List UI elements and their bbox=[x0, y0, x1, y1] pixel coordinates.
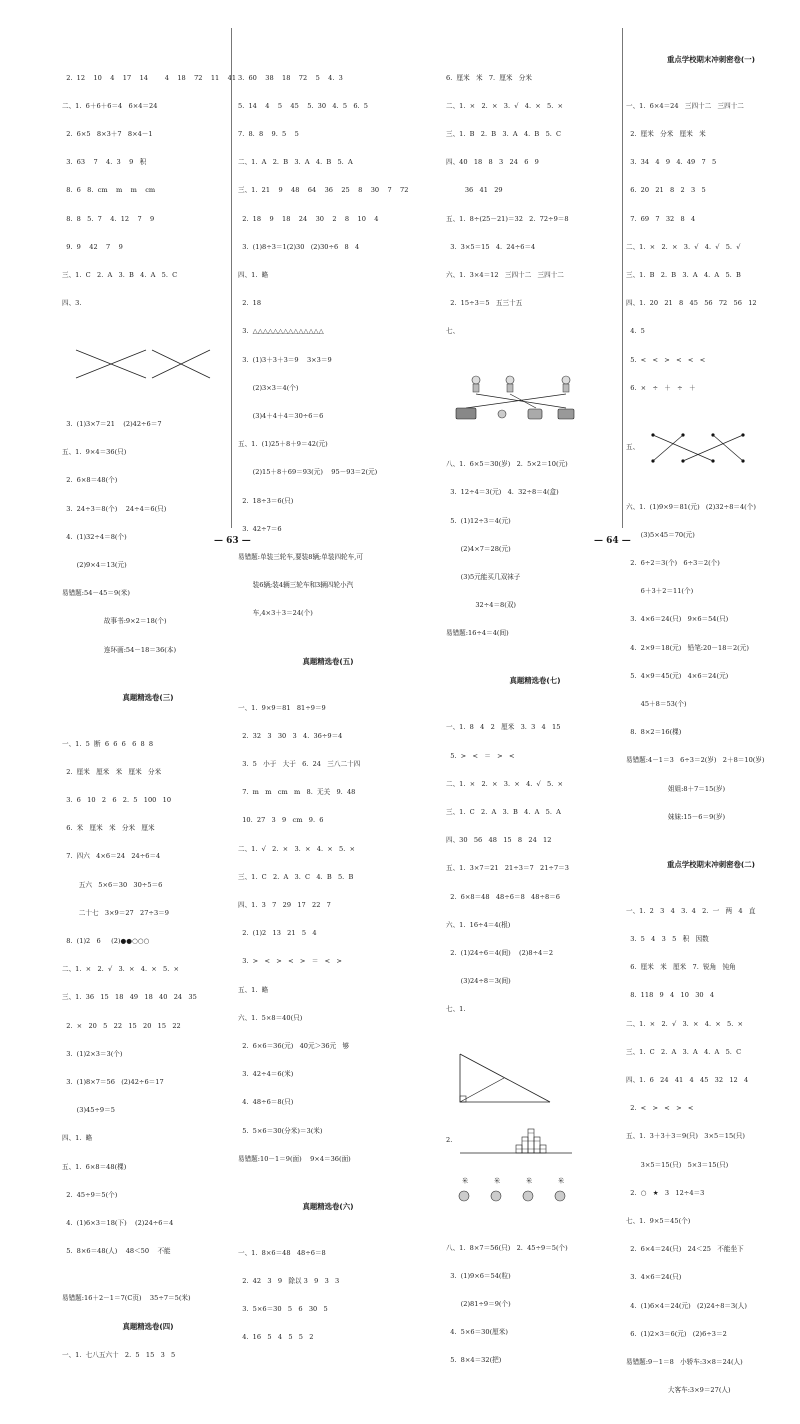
answer-line: 3. 34 4 9 4. 49 7 5 bbox=[626, 158, 717, 167]
bus-icon bbox=[456, 408, 476, 419]
child-icon bbox=[562, 376, 570, 392]
column-divider bbox=[231, 28, 232, 528]
answer-line: 2. 6×4＝24(只) 24＜25 不能坐下 bbox=[626, 1245, 744, 1254]
answer-line: 7. m m cm m 8. 无关 9. 48 bbox=[238, 788, 356, 797]
answer-line: (2)15＋8＋69＝93(元) 95－93＝2(元) bbox=[238, 468, 378, 477]
section-title: 真题精选卷(三) bbox=[122, 692, 174, 702]
answer-line: 2. 18 bbox=[238, 299, 262, 308]
answer-line: 三、1. C 2. A 3. A 4. A 5. C bbox=[626, 1047, 742, 1056]
answer-line: 3. > < > < > ＝ < > bbox=[238, 957, 342, 966]
animal-icon bbox=[555, 1191, 565, 1201]
answer-line: 一、1. 8×6＝48 48÷6＝8 bbox=[238, 1248, 326, 1257]
answer-line: 2. (1)2 13 21 5 4 bbox=[238, 929, 317, 938]
answer-line: 七、 bbox=[446, 327, 460, 336]
col1-block-c bbox=[62, 721, 234, 1276]
answer-line: (2)81÷9＝9(个) bbox=[446, 1300, 511, 1309]
answer-line: 5. 14 4 5 45 5. 30 4. 5 6. 5 bbox=[238, 101, 368, 110]
answer-column-4 bbox=[626, 36, 796, 1424]
answer-line: 6. × ÷ ＋ ÷ ＋ bbox=[626, 383, 696, 392]
answer-line: 三、1. B 2. B 3. A 4. B 5. C bbox=[446, 130, 562, 139]
answer-line: 五、1. 9×4＝36(只) bbox=[62, 448, 127, 457]
answer-line: 二、1. 6＋6＋6＝4 6×4＝24 bbox=[62, 101, 158, 110]
answer-line: 3. 4×6＝24(只) 9×6＝54(只) bbox=[626, 615, 729, 624]
answer-line: (3)4＋4＋4＝30÷6＝6 bbox=[238, 412, 324, 421]
answer-line: (3)5×45＝70(元) bbox=[626, 530, 695, 539]
answer-line: 二、1. √ 2. × 3. × 4. × 5. × bbox=[238, 844, 356, 853]
col1-block-b bbox=[62, 401, 234, 674]
answer-line: 五、1. 8÷(25－21)＝32 2. 72÷9＝8 bbox=[446, 214, 569, 223]
answer-line: 3. 6 10 2 6 2. 5 100 10 bbox=[62, 795, 172, 804]
answer-line: (3)45÷9＝5 bbox=[62, 1106, 115, 1115]
matching-figure-row bbox=[626, 431, 796, 465]
answer-line: 4. 2×9＝18(元) 铅笔:20－18＝2(元) bbox=[626, 643, 749, 652]
answer-column-3 bbox=[446, 36, 624, 1394]
col2-block-b bbox=[238, 685, 418, 1183]
answer-line: 五、1. 3＋3＋3＝9(只) 3×5＝15(只) bbox=[626, 1132, 745, 1141]
answer-line: 3. 42÷4＝6(米) bbox=[238, 1070, 294, 1079]
answer-line: 姐姐:8＋7＝15(岁) bbox=[626, 784, 726, 793]
child-icon bbox=[506, 376, 514, 392]
answer-line: 易错题:单装三轮车,要装8辆;单装四轮车,可 bbox=[238, 553, 363, 562]
answer-line: 7. 69 7 32 8 4 bbox=[626, 214, 696, 223]
grid-figure-row bbox=[446, 1123, 624, 1157]
answer-line: 5. > < ＝ > < bbox=[446, 751, 515, 760]
answer-line: 5. 8×6＝48(人) 48＜50 不能 bbox=[62, 1247, 171, 1256]
answer-line: 2. 32 3 30 3 4. 36÷9＝4 bbox=[238, 731, 343, 740]
section-title: 真题精选卷(六) bbox=[302, 1201, 354, 1211]
answer-line: 六、1. 16÷4＝4(根) bbox=[446, 920, 511, 929]
answer-line: 4. 48÷6＝8(只) bbox=[238, 1098, 294, 1107]
answer-line: 4. 16 5 4 5 5 2 bbox=[238, 1333, 314, 1342]
van-icon bbox=[558, 409, 574, 419]
answer-line: 3. (1)3＋3＋3＝9 3×3＝9 bbox=[238, 355, 332, 364]
answer-line: 10. 27 3 9 cm 9. 6 bbox=[238, 816, 324, 825]
answer-line: 2. 6÷2＝3(个) 6÷3＝2(个) bbox=[626, 558, 720, 567]
answer-line: 五、1. 6×8＝48(棵) bbox=[62, 1162, 127, 1171]
answer-line: 36 41 29 bbox=[446, 186, 503, 195]
animal-icon bbox=[523, 1191, 533, 1201]
answer-line: 2. 6×8＝48 48÷6＝8 48÷8＝6 bbox=[446, 892, 560, 901]
answer-line: 2. 15÷3＝5 五三十五 bbox=[446, 299, 523, 308]
answer-line: 3. 60 38 18 72 5 4. 3 bbox=[238, 73, 343, 82]
section-title: 真题精选卷(七) bbox=[509, 676, 561, 686]
section-title: 真题精选卷(四) bbox=[122, 1322, 174, 1332]
answer-line: 3. (1)3×7＝21 (2)42÷6＝7 bbox=[62, 419, 162, 428]
answer-line: 一、1. 6×4＝24 三四十二 三四十二 bbox=[626, 101, 744, 110]
dot-matching-figure bbox=[643, 431, 753, 465]
answer-line: 3. 12÷4＝3(元) 4. 32÷8＝4(盒) bbox=[446, 488, 559, 497]
figure-label: 米 bbox=[526, 1178, 533, 1186]
col3-block-e bbox=[446, 1225, 624, 1385]
answer-line: 8. 8×2＝16(棵) bbox=[626, 728, 682, 737]
answer-line: 4. 5×6＝30(厘米) bbox=[446, 1328, 508, 1337]
answer-line: 四、30 56 48 15 8 24 12 bbox=[446, 836, 552, 845]
answer-line: 6. 厘米 米 厘米 7. 锐角 钝角 bbox=[626, 963, 736, 972]
answer-line: 易错题:16÷4＝4(间) bbox=[446, 629, 509, 638]
answer-line: 3. 4×6＝24(只) bbox=[626, 1273, 682, 1282]
page-number-left: — 63 — bbox=[214, 536, 251, 546]
figure-label: 米 bbox=[494, 1178, 501, 1186]
answer-line: 2. 厘米 厘米 米 厘米 分米 bbox=[62, 767, 162, 776]
answer-line: 4. (1)32÷4＝8(个) bbox=[62, 532, 127, 541]
answer-column-1 bbox=[62, 36, 237, 1369]
answer-line: 32÷4＝8(双) bbox=[446, 601, 516, 610]
car-icon bbox=[528, 409, 542, 419]
answer-line: 2. 6×8＝48(个) bbox=[62, 476, 118, 485]
answer-line: 三、1. 21 9 48 64 36 25 8 30 7 72 bbox=[238, 186, 409, 195]
child-icon bbox=[472, 376, 480, 392]
answer-line: 七、1. bbox=[446, 1005, 466, 1014]
answer-line: 5. 8×4＝32(把) bbox=[446, 1356, 502, 1365]
answer-line: 一、1. 七八五六十 2. 5 15 3 5 bbox=[62, 1350, 176, 1359]
answer-line: 七、1. 9×5＝45(个) bbox=[626, 1217, 691, 1225]
answer-line: 3. (1)9×6＝54(粒) bbox=[446, 1271, 511, 1280]
answer-line: 2. 18 9 18 24 30 2 8 10 4 bbox=[238, 214, 379, 223]
answer-line: 3. 42÷7＝6 bbox=[238, 524, 282, 533]
answer-line: 四、1. 20 21 8 45 56 72 56 12 bbox=[626, 299, 757, 308]
answer-line: 四、1. 6 24 41 4 45 32 12 4 bbox=[626, 1075, 749, 1084]
col2-block-c bbox=[238, 1230, 418, 1362]
answer-line: 8. 118 9 4 10 30 4 bbox=[626, 991, 715, 1000]
answer-line: (2)4×7＝28(元) bbox=[446, 544, 511, 553]
answer-line: 2. 6×5 8×3＋7 8×4－1 bbox=[62, 130, 153, 139]
answer-line: 四、1. 略 bbox=[62, 1134, 93, 1143]
answer-line: (2)9×4＝13(元) bbox=[62, 560, 127, 569]
question-label: 五、 bbox=[626, 443, 640, 452]
col1-block-a bbox=[62, 55, 237, 328]
answer-line: 6. 厘米 米 7. 厘米 分米 bbox=[446, 73, 532, 82]
answer-line: 六、1. 5×8＝40(只) bbox=[238, 1013, 303, 1022]
answer-line: 易错题:10－1＝9(面) 9×4＝36(面) bbox=[238, 1154, 351, 1163]
answer-line: 一、1. 5 断 6 6 6 6 8 8 bbox=[62, 739, 154, 748]
cartoon-matching-figure bbox=[446, 374, 596, 422]
answer-line: 六、1. (1)9×9＝81(元) (2)32÷8＝4(个) bbox=[626, 502, 756, 511]
answer-line: 五、1. (1)25＋8＋9＝42(元) bbox=[238, 440, 328, 449]
answer-line: 2. 12 10 4 17 14 4 18 72 11 41 bbox=[62, 73, 237, 82]
answer-line: 6＋3＋2＝11(个) bbox=[626, 587, 694, 596]
answer-line: 5. < < > < < < bbox=[626, 355, 706, 364]
answer-line: (3)24÷8＝3(间) bbox=[446, 977, 511, 986]
answer-line: 45＋8＝53(个) bbox=[626, 699, 687, 708]
answer-line: 二、1. A 2. B 3. A 4. B 5. A bbox=[238, 158, 353, 167]
col4-block-c bbox=[626, 484, 796, 841]
answer-line: 五六 5×6＝30 30÷5＝6 bbox=[62, 880, 163, 889]
answer-line: 3. 24÷3＝8(个) 24÷4＝6(只) bbox=[62, 504, 167, 513]
answer-line: 2. < > < > < bbox=[626, 1104, 694, 1113]
answer-line: 3. 5 4 3 5 积 因数 bbox=[626, 934, 709, 943]
answer-line: 六、1. 3×4＝12 三四十二 三四十二 bbox=[446, 271, 564, 280]
col3-block-c bbox=[446, 705, 624, 1034]
answer-line: 四、1. 3 7 29 17 22 7 bbox=[238, 900, 331, 909]
answer-line: 易错题:54－45＝9(米) bbox=[62, 589, 130, 598]
answer-line: 2. 厘米 分米 厘米 米 bbox=[626, 130, 706, 139]
answer-line: 2. 6×6＝36(元) 40元＞36元 够 bbox=[238, 1041, 350, 1050]
answer-line: 三、1. C 2. A 3. B 4. A 5. A bbox=[446, 807, 561, 816]
answer-line: 二、1. × 2. √ 3. × 4. × 5. × bbox=[62, 965, 180, 974]
animal-icon bbox=[459, 1191, 469, 1201]
answer-line: 6. 20 21 8 2 3 5 bbox=[626, 186, 706, 195]
answer-line: 五、1. 3×7＝21 21÷3＝7 21÷7＝3 bbox=[446, 864, 569, 873]
answer-line: 2. ○ ★ 3 12÷4＝3 bbox=[626, 1188, 705, 1197]
answer-line: 装6辆;装4辆三轮车和3辆四轮小汽 bbox=[238, 581, 354, 590]
answer-line: 四、3. bbox=[62, 299, 82, 308]
col3-block-b bbox=[446, 441, 624, 657]
answer-line: 3. (1)8÷3＝1(2)30 (2)30÷6 8 4 bbox=[238, 242, 360, 251]
col4-block-d bbox=[626, 888, 796, 1414]
col2-block-a bbox=[238, 55, 418, 638]
answer-line: 2. 18÷3＝6(只) bbox=[238, 496, 294, 505]
question-label: 2. bbox=[446, 1135, 453, 1144]
right-triangle-figure bbox=[446, 1052, 556, 1104]
matching-lines-figure bbox=[62, 346, 222, 382]
answer-line: 大客车:3×9＝27(人) bbox=[626, 1386, 731, 1395]
answer-line: 2. 42 3 9 除以 3 9 3 3 bbox=[238, 1277, 340, 1285]
section-title: 重点学校期末冲刺密卷(一) bbox=[666, 54, 756, 64]
answer-line: 易错题:9－1＝8 小轿车:3×8＝24(人) bbox=[626, 1358, 743, 1367]
answer-line: (2)3×3＝4(个) bbox=[238, 383, 299, 392]
answer-line: 二、1. × 2. √ 3. × 4. × 5. × bbox=[626, 1019, 744, 1028]
answer-line: 3. (1)8×7＝56 (2)42÷6＝17 bbox=[62, 1077, 164, 1086]
answer-line: 连环画:54－18＝36(本) bbox=[62, 645, 177, 654]
answer-column-2 bbox=[238, 36, 418, 1371]
col4-block-a bbox=[626, 83, 796, 412]
answer-line: 二、1. × 2. × 3. √ 4. √ 5. √ bbox=[626, 242, 741, 251]
answer-line: 6. 米 厘米 米 分米 厘米 bbox=[62, 824, 155, 833]
animal-icon bbox=[491, 1191, 501, 1201]
block-grid-figure bbox=[456, 1123, 576, 1157]
ball-icon bbox=[498, 410, 506, 418]
answer-line: 3. 3×5＝15 4. 24÷6＝4 bbox=[446, 242, 536, 251]
answer-line: 车,4×3＋3＝24(个) bbox=[238, 609, 313, 618]
answer-line: 3. (1)2×3＝3(个) bbox=[62, 1049, 123, 1058]
answer-line: 3. 5×6＝30 5 6 30 5 bbox=[238, 1305, 328, 1314]
answer-line: 四、40 18 8 3 24 6 9 bbox=[446, 158, 539, 167]
answer-line: 二、1. × 2. × 3. √ 4. × 5. × bbox=[446, 101, 564, 110]
answer-line: 3. 5 小于 大于 6. 24 三八二十四 bbox=[238, 759, 361, 768]
answer-line: 一、1. 2 3 4 3. 4 2. 一 两 4 直 bbox=[626, 906, 756, 915]
answer-line: 5. (1)12÷3＝4(元) bbox=[446, 516, 511, 525]
animal-measure-figure bbox=[446, 1176, 596, 1206]
answer-line: 8. 8 5. 7 4. 12 7 9 bbox=[62, 214, 155, 223]
section-title: 重点学校期末冲刺密卷(二) bbox=[666, 859, 756, 869]
answer-line: 四、1. 略 bbox=[238, 271, 269, 280]
answer-line: 5. 4×9＝45(元) 4×6＝24(元) bbox=[626, 671, 729, 680]
answer-line: 9. 9 42 7 9 bbox=[62, 242, 123, 251]
figure-label: 米 bbox=[462, 1178, 469, 1186]
answer-line: 4. (1)6×3＝18(下) (2)24÷6＝4 bbox=[62, 1219, 174, 1227]
answer-line: 一、1. 9×9＝81 81÷9＝9 bbox=[238, 703, 326, 712]
answer-line: 三、1. B 2. B 3. A 4. A 5. B bbox=[626, 271, 741, 280]
answer-line: 二十七 3×9＝27 27÷3＝9 bbox=[62, 908, 169, 917]
answer-line: 三、1. C 2. A 3. B 4. A 5. C bbox=[62, 271, 178, 280]
answer-line: 6. (1)2×3＝6(元) (2)6÷3＝2 bbox=[626, 1329, 727, 1338]
answer-line: 一、1. 8 4 2 厘米 3. 3 4 15 bbox=[446, 723, 561, 732]
figure-label: 米 bbox=[558, 1178, 565, 1186]
answer-line: 三、1. 36 15 18 49 18 40 24 35 bbox=[62, 993, 197, 1002]
answer-line: 4. (1)6×4＝24(元) (2)24÷8＝3(人) bbox=[626, 1301, 747, 1310]
answer-line: 3. △△△△△△△△△△△△△△ bbox=[238, 327, 324, 336]
page-number-right: — 64 — bbox=[594, 536, 631, 546]
answer-line: 二、1. × 2. × 3. × 4. √ 5. × bbox=[446, 779, 564, 788]
answer-line: 2. 45÷9＝5(个) bbox=[62, 1190, 118, 1199]
answer-line: 易错题:16＋2－1＝7(C页) 35÷7＝5(米) bbox=[62, 1294, 191, 1303]
answer-line: 2. × 20 5 22 15 20 15 22 bbox=[62, 1021, 181, 1030]
answer-line: 三、1. C 2. A 3. C 4. B 5. B bbox=[238, 872, 354, 881]
answer-line: (3)5元能买几双袜子 bbox=[446, 572, 521, 581]
answer-line: 5. 5×6＝30(分米)＝3(米) bbox=[238, 1126, 323, 1135]
answer-line: 4. 5 bbox=[626, 327, 645, 336]
answer-line: 易错题:4－1＝3 6÷3＝2(岁) 2＋8＝10(岁) bbox=[626, 756, 765, 765]
answer-line: 2. (1)24÷6＝4(间) (2)8÷4＝2 bbox=[446, 948, 554, 957]
answer-line: 7. 8. 8 9. 5 5 bbox=[238, 130, 299, 139]
answer-line: 八、1. 8×7＝56(只) 2. 45÷9＝5(个) bbox=[446, 1243, 568, 1252]
answer-line: 3. 63 7 4. 3 9 积 bbox=[62, 158, 147, 167]
answer-line: 八、1. 6×5＝30(岁) 2. 5×2＝10(元) bbox=[446, 460, 568, 469]
answer-line: 妹妹:15－6＝9(岁) bbox=[626, 812, 726, 821]
answer-line: 7. 四六 4×6＝24 24÷6＝4 bbox=[62, 852, 161, 861]
answer-line: 五、1. 略 bbox=[238, 985, 269, 994]
col3-block-a bbox=[446, 55, 624, 356]
answer-line: 3×5＝15(只) 5×3＝15(只) bbox=[626, 1160, 729, 1169]
section-title: 真题精选卷(五) bbox=[302, 656, 354, 666]
answer-line: 8. 6 8. cm m m cm bbox=[62, 186, 156, 195]
answer-line: 8. (1)2 6 (2)●●○○○ bbox=[62, 936, 150, 945]
answer-line: 故事书:9×2＝18(个) bbox=[62, 617, 167, 626]
column-divider bbox=[622, 28, 623, 528]
